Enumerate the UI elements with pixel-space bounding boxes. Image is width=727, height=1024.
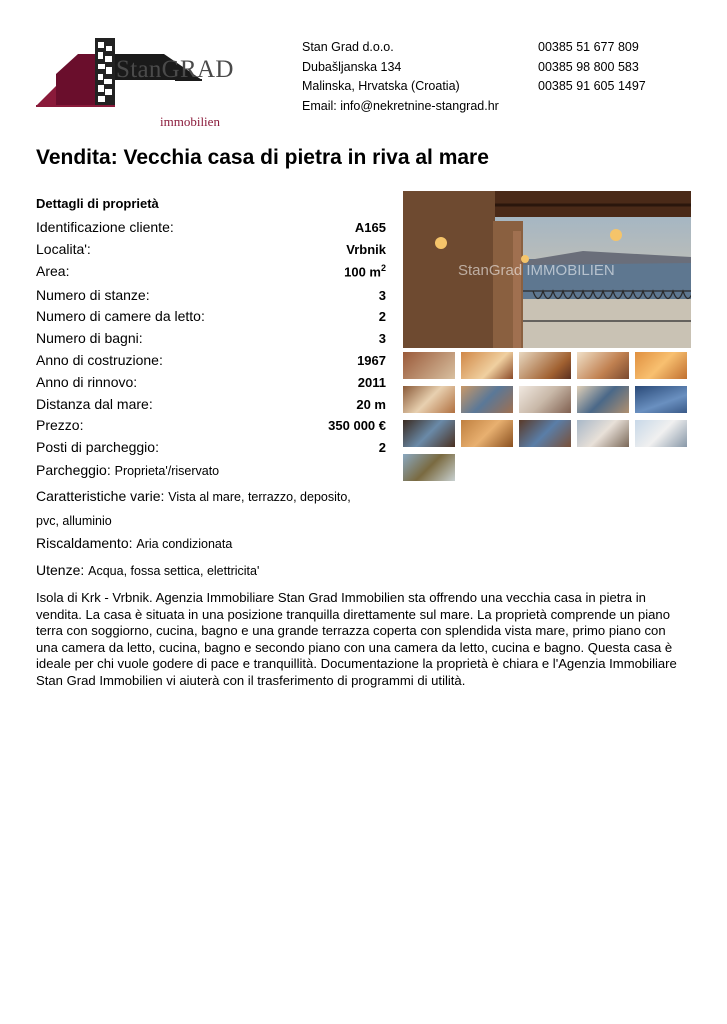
phone-2[interactable]: 00385 98 800 583	[538, 59, 639, 74]
gallery-thumbnail[interactable]	[403, 386, 455, 413]
company-name: Stan Grad d.o.o.	[302, 40, 394, 54]
street: Dubašljanska 134	[302, 59, 402, 74]
detail-value: 1967	[357, 352, 386, 368]
city: Malinska, Hrvatska (Croatia)	[302, 79, 460, 93]
gallery-thumbnail[interactable]	[403, 454, 455, 481]
detail-label: Anno di rinnovo:	[36, 373, 138, 390]
detail-row	[36, 396, 386, 418]
utilities-value: Acqua, fossa settica, elettricita'	[88, 564, 260, 578]
detail-row	[36, 308, 386, 330]
utilities-label: Utenze:	[36, 562, 85, 578]
parking-label: Parcheggio:	[36, 462, 111, 478]
detail-row	[36, 263, 386, 287]
detail-value: 3	[378, 331, 386, 347]
detail-label: Area:	[36, 262, 70, 279]
phone-3[interactable]: 00385 91 605 1497	[538, 79, 646, 93]
detail-row	[36, 330, 386, 352]
page-title: Vendita: Vecchia casa di pietra in riva al mare	[36, 146, 489, 169]
detail-value: 3	[378, 287, 386, 303]
gallery-thumbnail[interactable]	[403, 420, 455, 447]
gallery-thumbnail[interactable]	[635, 386, 687, 413]
gallery-thumbnail[interactable]	[577, 352, 629, 379]
gallery-thumbnail[interactable]	[519, 352, 571, 379]
heating-info	[36, 531, 386, 556]
gallery-thumbnail[interactable]	[635, 352, 687, 379]
main-property-photo[interactable]	[403, 191, 691, 348]
detail-row	[36, 352, 386, 374]
detail-value: 2	[378, 309, 386, 325]
detail-row	[36, 287, 386, 309]
gallery-thumbnail[interactable]	[519, 420, 571, 447]
detail-row	[36, 417, 386, 439]
area-unit-exponent: 2	[380, 262, 386, 273]
detail-label: Numero di bagni:	[36, 330, 143, 347]
detail-label: Distanza dal mare:	[36, 395, 153, 412]
detail-value: 20 m	[356, 396, 386, 412]
detail-row	[36, 219, 386, 241]
features-info	[36, 484, 386, 533]
gallery-thumbnail[interactable]	[461, 386, 513, 413]
detail-label: Localita':	[36, 240, 91, 257]
gallery-thumbnail[interactable]	[577, 386, 629, 413]
gallery-thumbnail[interactable]	[519, 386, 571, 413]
parking-value: Proprieta'/riservato	[114, 464, 220, 478]
contact-address	[302, 38, 499, 116]
detail-value-area	[344, 263, 386, 279]
section-title: Dettagli di proprietà	[36, 196, 159, 211]
detail-label: Numero di camere da letto:	[36, 308, 205, 325]
logo-wordmark: StanGRAD	[116, 56, 234, 83]
features-line1: Vista al mare, terrazzo, deposito,	[168, 490, 351, 504]
email[interactable]: Email: info@nekretnine-stangrad.hr	[302, 98, 499, 113]
detail-value: 2011	[357, 374, 386, 390]
contact-phones	[538, 38, 646, 97]
area-value: 100 m	[344, 263, 381, 279]
detail-label: Identificazione cliente:	[36, 219, 174, 235]
property-details	[36, 219, 386, 461]
logo-subtitle: immobilien	[160, 114, 220, 129]
detail-label: Posti di parcheggio:	[36, 439, 159, 456]
gallery-thumbnail[interactable]	[577, 420, 629, 447]
detail-value: 2	[378, 440, 386, 456]
utilities-info	[36, 558, 386, 583]
heating-value: Aria condizionata	[136, 537, 233, 551]
gallery-thumbnail[interactable]	[403, 352, 455, 379]
detail-label: Anno di costruzione:	[36, 351, 163, 368]
detail-value: Vrbnik	[346, 241, 386, 257]
gallery-thumbnail[interactable]	[461, 420, 513, 447]
detail-value: A165	[354, 220, 386, 235]
gallery-thumbnail[interactable]	[461, 352, 513, 379]
detail-label: Numero di stanze:	[36, 286, 150, 303]
phone-1[interactable]: 00385 51 677 809	[538, 40, 639, 54]
parking-info	[36, 458, 386, 483]
detail-value: 350 000 €	[328, 418, 386, 434]
heating-label: Riscaldamento:	[36, 535, 133, 551]
detail-row	[36, 374, 386, 396]
photo-watermark: StanGrad IMMOBILIEN	[458, 262, 615, 279]
property-description: Isola di Krk - Vrbnik. Agenzia Immobiliare Stan Grad Immobilien sta offrendo una vecchia casa in pietra in vendita. La casa è situata in una posizione tranquilla direttamente sul mare. La proprietà comprende un piano terra con soggiorno, cucina, bagno e una grande terrazza coperta con splendida vista mare, primo piano con una camera da letto, cucina, bagno e secondo piano con una camera da letto, cucina e bagno. Questa casa è ideale per chi vuole godere di pace e tranquillità. Documentazione la proprietà è chiara e l'Agenzia Immobiliare Stan Grad Immobilien vi aiuterà con il trasferimento di programmi di utilità.	[36, 590, 677, 688]
detail-row	[36, 241, 386, 263]
gallery-thumbnail[interactable]	[635, 420, 687, 447]
features-label: Caratteristiche varie:	[36, 488, 165, 504]
features-line2: pvc, alluminio	[36, 514, 112, 528]
detail-label: Prezzo:	[36, 417, 84, 434]
